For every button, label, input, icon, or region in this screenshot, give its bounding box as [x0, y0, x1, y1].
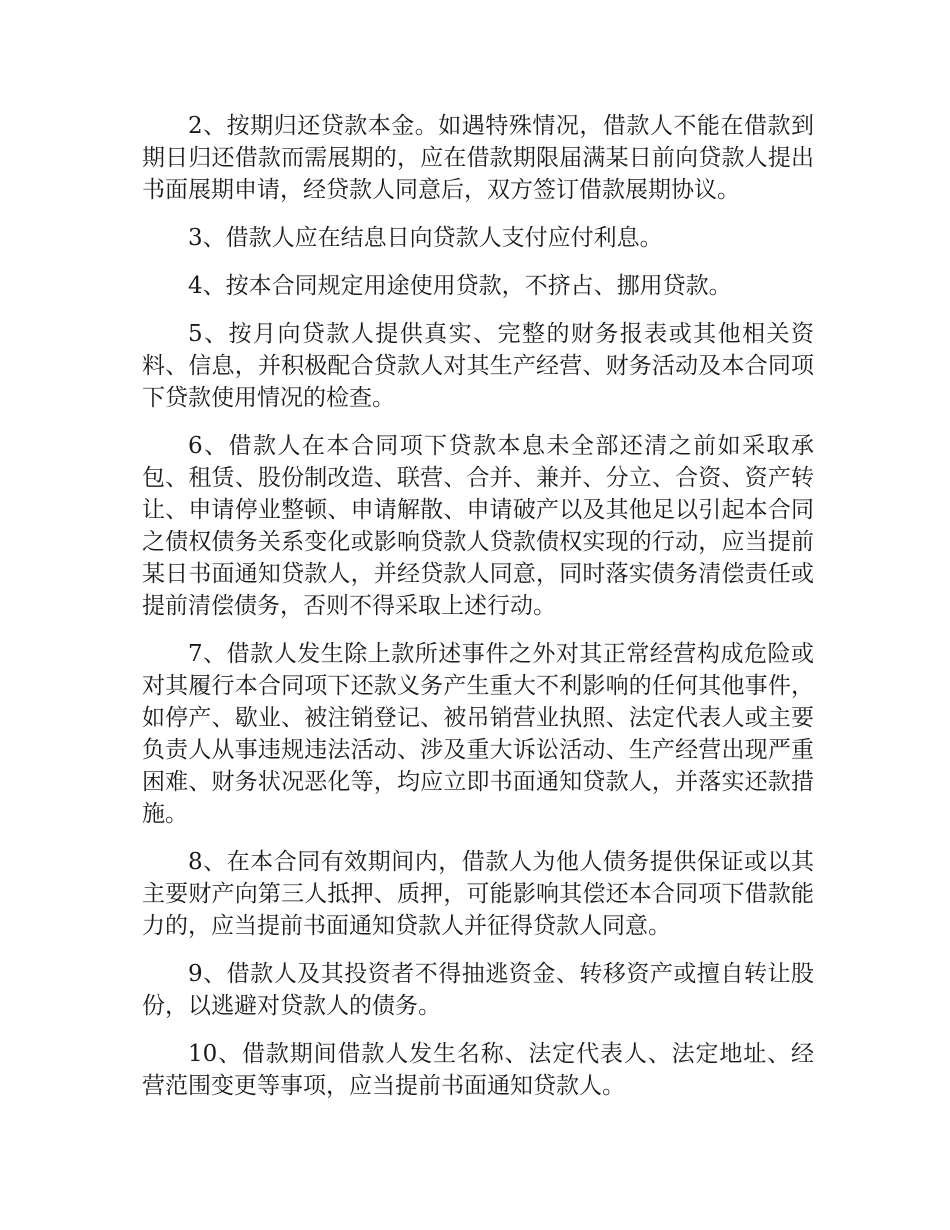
- clause-6: 6、借款人在本合同项下贷款本息未全部还清之前如采取承包、租赁、股份制改造、联营、合并、兼并、分立、合资、资产转让、申请停业整顿、申请解散、申请破产以及其他足以引起本合同之债权债务关系变化或影响贷款人贷款债权实现的行动，应当提前某日书面通知贷款人，并经贷款人同意，同时落实债务清偿责任或提前清偿债务，否则不得采取上述行动。: [142, 433, 814, 619]
- clause-4: 4、按本合同规定用途使用贷款，不挤占、挪用贷款。: [188, 273, 732, 299]
- clause-7: 7、借款人发生除上款所述事件之外对其正常经营构成危险或对其履行本合同项下还款义务产生重大不利影响的任何其他事件，如停产、歇业、被注销登记、被吊销营业执照、法定代表人或主要负责人从事违规违法活动、涉及重大诉讼活动、生产经营出现严重困难、财务状况恶化等，均应立即书面通知贷款人，并落实还款措施。: [142, 641, 814, 827]
- document-page: [142, 110, 814, 1118]
- clause-2: 2、按期归还贷款本金。如遇特殊情况，借款人不能在借款到期日归还借款而需展期的，应在借款期限届满某日前向贷款人提出书面展期申请，经贷款人同意后，双方签订借款展期协议。: [142, 113, 814, 203]
- clause-10: 10、借款期间借款人发生名称、法定代表人、法定地址、经营范围变更等事项，应当提前书面通知贷款人。: [142, 1041, 814, 1099]
- clause-8: 8、在本合同有效期间内，借款人为他人债务提供保证或以其主要财产向第三人抵押、质押，可能影响其偿还本合同项下借款能力的，应当提前书面通知贷款人并征得贷款人同意。: [142, 849, 814, 939]
- clause-9: 9、借款人及其投资者不得抽逃资金、转移资产或擅自转让股份，以逃避对贷款人的债务。: [142, 961, 814, 1019]
- clause-3: 3、借款人应在结息日向贷款人支付应付利息。: [188, 225, 663, 251]
- clause-5: 5、按月向贷款人提供真实、完整的财务报表或其他相关资料、信息，并积极配合贷款人对其生产经营、财务活动及本合同项下贷款使用情况的检查。: [142, 321, 814, 411]
